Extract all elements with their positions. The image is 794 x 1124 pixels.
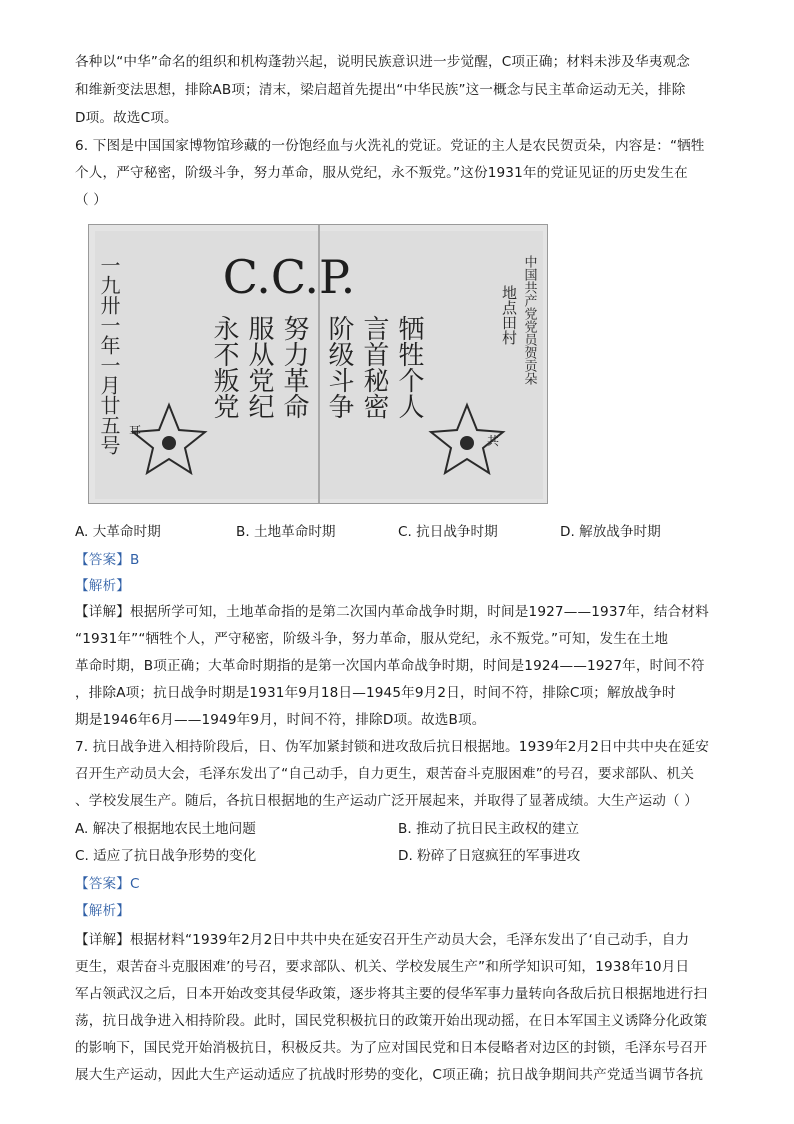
q6-option-d: D. 解放战争时期 (560, 524, 661, 540)
paragraph-line: 各种以“中华”命名的组织和机构蓬勃兴起，说明民族意识进一步觉醒，C项正确；材料未涉及华夷观念 (75, 54, 691, 70)
star-left-label: 耳 (129, 424, 142, 438)
question-6-blank: （ ） (75, 192, 107, 208)
q6-option-a: A. 大革命时期 (75, 524, 161, 540)
question-7-stem: 7. 抗日战争进入相持阶段后，日、伪军加紧封锁和进攻敌后抗日根据地。1939年2月2日中共中央在延安 (75, 739, 710, 755)
q6-analysis-label: 【解析】 (75, 578, 130, 594)
q6-detail: 【详解】根据所学可知，土地革命指的是第二次国内革命战争时期，时间是1927——1937年，结合材料 (75, 604, 709, 620)
q7-option-b: B. 推动了抗日民主政权的建立 (398, 821, 580, 837)
q7-option-d: D. 粉碎了日寇疯狂的军事进攻 (398, 848, 581, 864)
card-left-date: 一九卅一年一月廿五号 (97, 255, 121, 455)
party-card-illustration (89, 225, 548, 504)
card-column-3: 阶级斗争 (324, 315, 354, 419)
q7-answer: 【答案】C (75, 876, 140, 892)
card-column-1: 牺牲个人 (394, 315, 424, 419)
q6-option-c: C. 抗日战争时期 (398, 524, 498, 540)
question-7-stem: 召开生产动员大会，毛泽东发出了“自己动手，自力更生，艰苦奋斗克服困难”的号召，要求部队、机关 (75, 766, 695, 782)
card-column-5: 服从党纪 (244, 315, 274, 419)
question-7-stem: 、学校发展生产。随后，各抗日根据地的生产运动广泛开展起来，并取得了显著成绩。大生产运动（ ） (75, 793, 698, 809)
q6-detail: 革命时期，B项正确；大革命时期指的是第一次国内革命战争时期，时间是1924——1927年，时间不符 (75, 658, 705, 674)
q7-option-a: A. 解决了根据地农民土地问题 (75, 821, 256, 837)
q7-detail: 【详解】根据材料“1939年2月2日中共中央在延安召开生产动员大会，毛泽东发出了‘自己动手，自力 (75, 932, 690, 948)
paragraph-line: D项。故选C项。 (75, 110, 178, 126)
q6-detail: “1931年”“牺牲个人，严守秘密，阶级斗争，努力革命，服从党纪，永不叛党。”可知，发生在土地 (75, 631, 669, 647)
q7-detail: 更生，艰苦奋斗克服困难’的号召，要求部队、机关、学校发展生产”和所学知识可知，1938年10月日 (75, 959, 690, 975)
paragraph-line: 和维新变法思想，排除AB项；清末，梁启超首先提出“中华民族”这一概念与民主革命运动无关，排除 (75, 82, 686, 98)
q6-answer: 【答案】B (75, 552, 140, 568)
card-column-4: 努力革命 (279, 315, 309, 419)
question-6-stem: 6. 下图是中国国家博物馆珍藏的一份饱经血与火洗礼的党证。党证的主人是农民贺贡朵，内容是：“牺牲 (75, 138, 705, 154)
q7-detail: 的影响下，国民党开始消极抗日，积极反共。为了应对国民党和日本侵略者对边区的封锁，毛泽东号召开 (75, 1040, 708, 1056)
card-location: 地点田村 (500, 285, 518, 345)
question-6-stem: 个人，严守秘密，阶级斗争，努力革命，服从党纪，永不叛党。”这份1931年的党证见证的历史发生在 (75, 165, 688, 181)
q6-option-b: B. 土地革命时期 (236, 524, 336, 540)
q7-detail: 军占领武汉之后，日本开始改变其侵华政策，逐步将其主要的侵华军事力量转向各敌后抗日根据地进行扫 (75, 986, 708, 1002)
q6-detail: 期是1946年6月——1949年9月，时间不符，排除D项。故选B项。 (75, 712, 486, 728)
card-column-2: 言首秘密 (359, 315, 389, 419)
card-header: C.C.P. (222, 250, 356, 304)
party-card-photo (88, 224, 548, 504)
card-column-6: 永不叛党 (209, 315, 239, 419)
q7-analysis-label: 【解析】 (75, 903, 130, 919)
star-right-label: 共 (487, 434, 500, 448)
q7-detail: 展大生产运动，因此大生产运动适应了抗战时形势的变化，C项正确；抗日战争期间共产党适当调节各抗 (75, 1067, 704, 1083)
q6-detail: ，排除A项；抗日战争时期是1931年9月18日—1945年9月2日，时间不符，排除C项；解放战争时 (75, 685, 676, 701)
q7-detail: 荡，抗日战争进入相持阶段。此时，国民党积极抗日的政策开始出现动摇，在日本军国主义诱降分化政策 (75, 1013, 708, 1029)
card-member-name: 中国共产党党员贺贡朵 (521, 255, 537, 385)
q7-option-c: C. 适应了抗日战争形势的变化 (75, 848, 257, 864)
